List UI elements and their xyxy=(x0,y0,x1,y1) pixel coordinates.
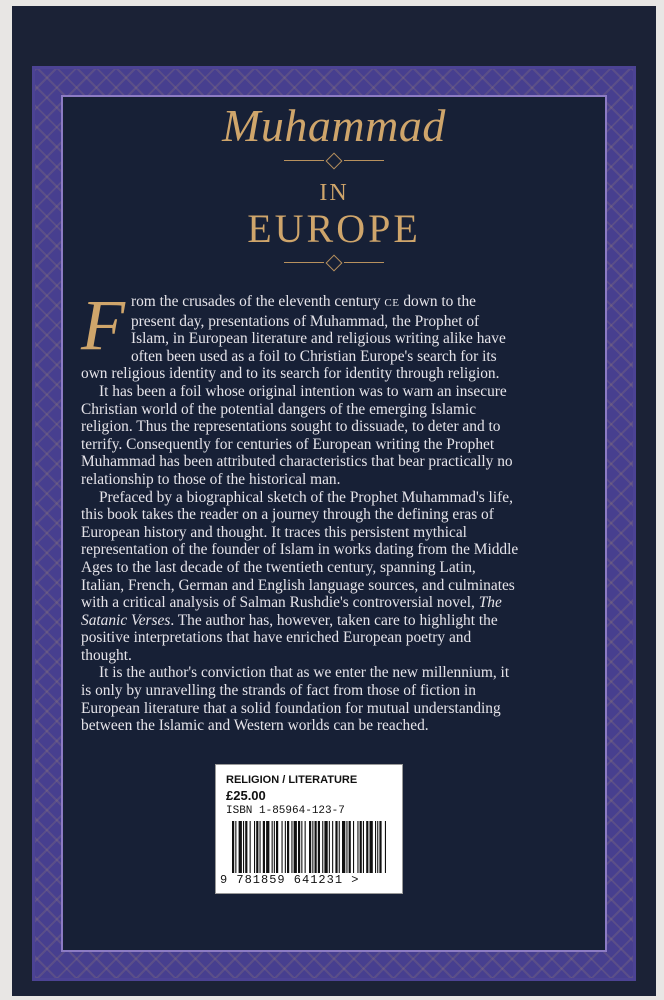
ornament-divider-bottom xyxy=(284,256,384,270)
ornament-divider-top xyxy=(284,154,384,168)
drop-cap: F xyxy=(81,285,125,365)
blurb-paragraph-3: Prefaced by a biographical sketch of the Prophet Muhammad's life, this book takes the reader on a journey through the defining eras of European history and thought. It traces this persistent mythical representation of the founder of Islam in works dating from the Middle Ages to the last decade of the twentieth century, spanning Latin, Italian, French, German and English language sources, and culminates with a critical analysis of Salman Rushdie's controversial novel, The Satanic Verses. The author has, however, taken care to highlight the positive interpretations that have enriched European poetry and thought. xyxy=(81,488,519,664)
isbn-label: ISBN 1-85964-123-7 xyxy=(226,805,345,817)
title-muhammad: Muhammad xyxy=(222,100,446,151)
barcode-bars-icon xyxy=(230,821,390,873)
barcode-number: 9 781859 641231 > xyxy=(220,873,360,887)
blurb-text xyxy=(81,285,521,735)
barcode-label xyxy=(215,764,403,894)
blurb-paragraph-4: It is the author's conviction that as we enter the new millennium, it is only by unravelling the strands of fact from those of fiction in European literature that a solid foundation for mutual understanding between the Islamic and Western worlds can be reached. xyxy=(81,664,510,735)
title-europe: EUROPE xyxy=(247,206,421,251)
book-title-italic: The Satanic Verses xyxy=(81,594,502,629)
category-label: RELIGION / LITERATURE xyxy=(226,774,358,786)
title-in: IN xyxy=(319,180,349,206)
price-label: £25.00 xyxy=(226,788,266,803)
blurb-paragraph-1: From the crusades of the eleventh century CE down to the present day, presentations of Muhammad, the Prophet of Islam, in European literature and religious writing alike have often been used as a foil to Christian Europe's search for its own religious identity and to its search for identity through religion. xyxy=(81,285,506,383)
blurb-paragraph-2: It has been a foil whose original intention was to warn an insecure Christian world of the potential dangers of the emerging Islamic religion. Thus the representations sought to dissuade, to deter and to terrify. Consequently for centuries of European writing the Prophet Muhammad has been attributed characteristics that bear practically no relationship to those of the historical man. xyxy=(81,382,513,488)
book-back-cover xyxy=(12,6,656,996)
